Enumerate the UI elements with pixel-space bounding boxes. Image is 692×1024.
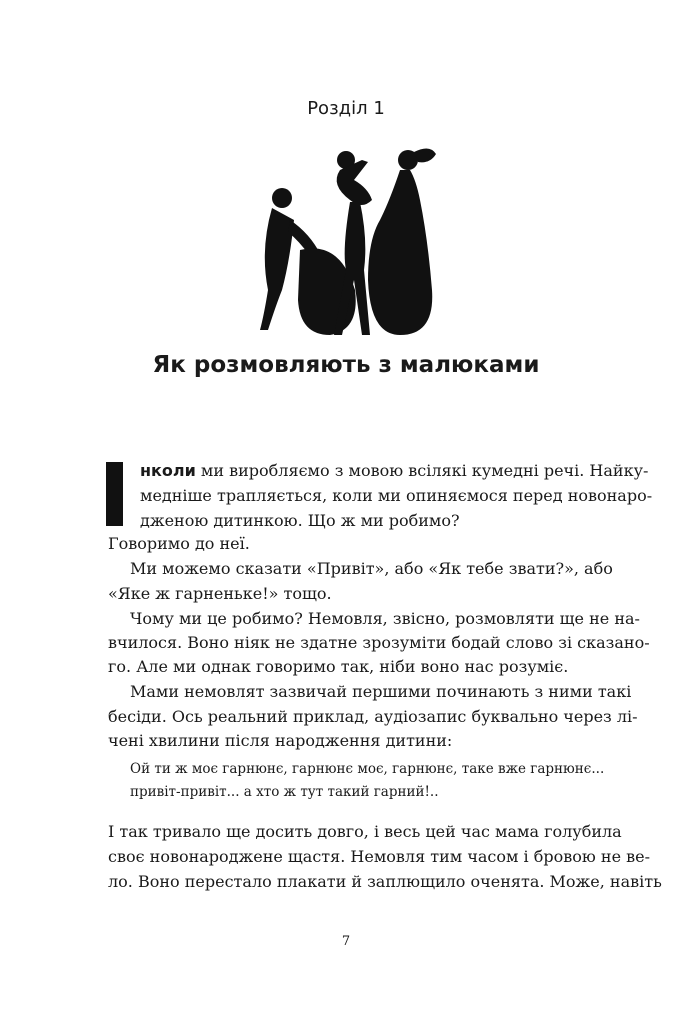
text-line: медніше трапляється, коли ми опиняємося перед новонаро-: [140, 486, 653, 505]
quote-line: Ой ти ж моє гарнюнє, гарнюнє моє, гарнюнє, таке вже гарнюнє...: [130, 761, 605, 777]
family-illustration: [250, 140, 450, 340]
text-line: І так тривало ще досить довго, і весь цей час мама голубила: [108, 822, 622, 841]
text-line: Мами немовлят зазвичай першими починають з ними такі: [130, 682, 632, 701]
text-line: чені хвилини після народження дитини:: [108, 731, 453, 750]
text-line: дженою дитинкою. Що ж ми робимо?: [140, 511, 460, 530]
quote-line: привіт-привіт... а хто ж тут такий гарний!..: [130, 784, 439, 800]
drop-cap: [106, 462, 123, 526]
chapter-title: Як розмовляють з малюками: [152, 352, 540, 378]
page-number: 7: [341, 934, 351, 949]
text-line: «Яке ж гарненьке!» тощо.: [108, 584, 332, 603]
text-line: Чому ми це робимо? Немовля, звісно, розмовляти ще не на-: [130, 609, 640, 628]
text-line: [140, 461, 649, 481]
text-line: ло. Воно перестало плакати й заплющило оченята. Може, навіть: [108, 872, 662, 891]
text-line: го. Але ми однак говоримо так, ніби воно нас розуміє.: [108, 657, 569, 676]
text-line: Говоримо до неї.: [108, 534, 250, 553]
text-line: бесіди. Ось реальний приклад, аудіозапис буквально через лі-: [108, 707, 638, 726]
drop-cap-word: нколи: [140, 461, 196, 480]
chapter-label: Розділ 1: [307, 98, 385, 119]
text-line: Ми можемо сказати «Привіт», або «Як тебе звати?», або: [130, 559, 613, 578]
text-line: своє новонароджене щастя. Немовля тим часом і бровою не ве-: [108, 847, 651, 866]
text-line-part: ми виробляємо з мовою всілякі кумедні речі. Найку-: [195, 461, 649, 480]
text-line: вчилося. Воно ніяк не здатне зрозуміти бодай слово зі сказано-: [108, 633, 650, 652]
